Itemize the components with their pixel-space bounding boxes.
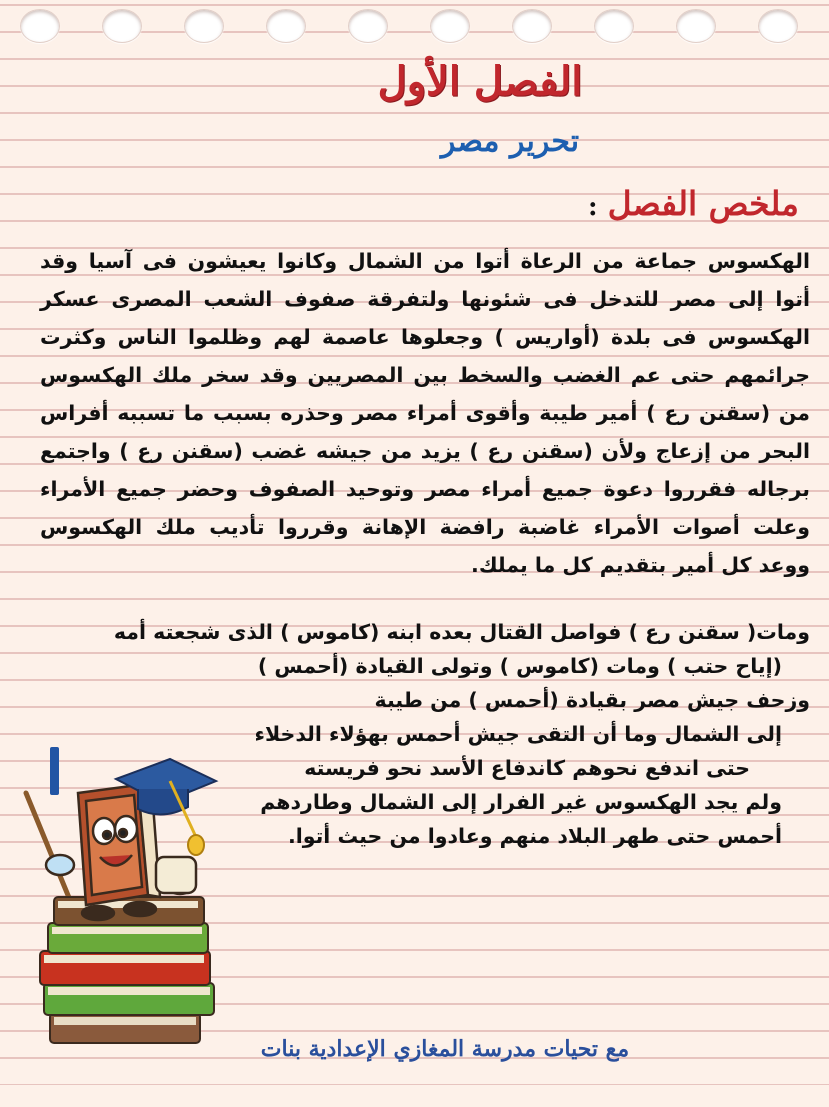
summary-line: برجاله فقرروا دعوة جميع أمراء مصر وتوحيد الصفوف وحضر جميع الأمراء [40,477,810,501]
summary-paragraph [40,242,810,584]
ring-hole-icon [102,9,142,43]
notebook-rings [0,9,829,49]
summary-heading-label: ملخص الفصل [607,184,799,223]
summary-line: أتوا إلى مصر للتدخل فى شئونها ولتفرقة صفوف الشعب المصرى عسكر [40,287,810,311]
summary-heading-colon: : [588,192,598,222]
ring-hole-icon [348,9,388,43]
continuation-line: وزحف جيش مصر بقيادة (أحمس ) من طيبة [374,688,810,712]
ring-hole-icon [20,9,60,43]
summary-line: وعلت أصوات الأمراء غاضبة رافضة الإهانة وقرروا تأديب ملك الهكسوس [40,515,810,539]
continuation-line: ولم يجد الهكسوس غير الفرار إلى الشمال وطاردهم [260,790,782,814]
continuation-line: ومات( سقنن رع ) فواصل القتال بعده ابنه (كاموس ) الذى شجعته أمه [113,620,810,644]
ring-hole-icon [266,9,306,43]
continuation-line: (إياح حتب ) ومات (كاموس ) وتولى القيادة (أحمس ) [257,654,782,678]
ring-hole-icon [676,9,716,43]
footer-credit: مع تحيات مدرسة المغازي الإعدادية بنات [260,1036,630,1062]
lesson-title: تحرير مصر [440,124,580,159]
summary-line: الهكسوس جماعة من الرعاة أتوا من الشمال وكانوا يعيشون فى آسيا وقد [40,249,810,273]
summary-line: ووعد كل أمير بتقديم كل ما يملك. [471,553,810,577]
summary-line: من (سقنن رع ) أمير طيبة وأقوى أمراء مصر وحذره بسبب ما تسببه أفراس [40,401,810,425]
ring-hole-icon [184,9,224,43]
summary-heading [479,184,799,223]
book-mascot-graduate-icon [20,745,250,1065]
ring-hole-icon [512,9,552,43]
continuation-line: حتى اندفع نحوهم كاندفاع الأسد نحو فريسته [304,756,750,780]
summary-continuation [113,615,810,853]
ring-hole-icon [758,9,798,43]
ring-hole-icon [594,9,634,43]
ring-hole-icon [430,9,470,43]
summary-line: الهكسوس فى بلدة (أواريس ) وجعلوها عاصمة لهم وظلموا الناس وكثرت [40,325,810,349]
continuation-line: أحمس حتى طهر البلاد منهم وعادوا من حيث أتوا. [287,824,782,848]
continuation-line: إلى الشمال وما أن التقى جيش أحمس بهؤلاء الدخلاء [254,722,782,746]
chapter-title: الفصل الأول [377,58,583,105]
summary-line: جرائمهم حتى عم الغضب والسخط بين المصريين وقد سخر ملك الهكسوس [40,363,810,387]
summary-line: البحر من إزعاج ولأن (سقنن رع ) يزيد من جيشه غضب (سقنن رع ) واجتمع [40,439,810,463]
